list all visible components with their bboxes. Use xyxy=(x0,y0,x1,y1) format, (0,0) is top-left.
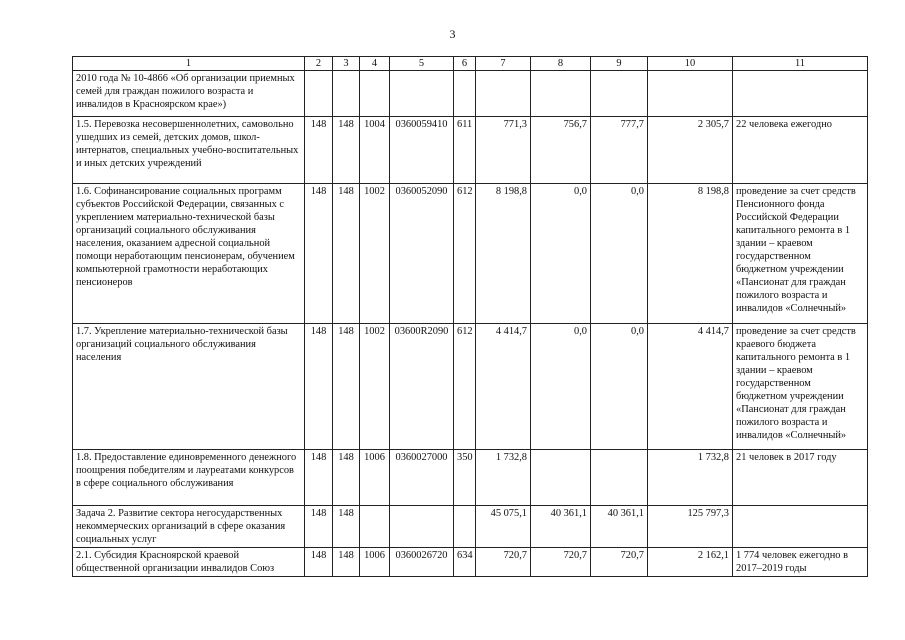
cell-col11: проведение за счет средств краевого бюджета капитального ремонта в 1 здании – краевом государственном бюджетном учреждении «Пансионат для граждан пожилого возраста и инвалидов «Солнечный» xyxy=(733,324,868,450)
cell-col9: 0,0 xyxy=(591,324,648,450)
table-row xyxy=(73,450,868,506)
cell-col7: 720,7 xyxy=(476,548,531,577)
column-number-row xyxy=(73,57,868,71)
table-row xyxy=(73,548,868,577)
cell-col7: 8 198,8 xyxy=(476,184,531,324)
cell-col9: 40 361,1 xyxy=(591,506,648,548)
col-num-7: 7 xyxy=(476,57,531,71)
cell-col3: 148 xyxy=(333,450,360,506)
row-name: Задача 2. Развитие сектора негосударственных некоммерческих организаций в сфере оказания социальных услуг xyxy=(73,506,305,548)
cell-col7 xyxy=(476,71,531,117)
col-num-3: 3 xyxy=(333,57,360,71)
cell-col9: 777,7 xyxy=(591,117,648,184)
cell-col10 xyxy=(648,71,733,117)
cell-col10: 1 732,8 xyxy=(648,450,733,506)
cell-col11 xyxy=(733,71,868,117)
cell-col7: 771,3 xyxy=(476,117,531,184)
col-num-9: 9 xyxy=(591,57,648,71)
cell-col10: 4 414,7 xyxy=(648,324,733,450)
cell-col10: 2 305,7 xyxy=(648,117,733,184)
cell-col2: 148 xyxy=(305,506,333,548)
cell-col4 xyxy=(360,506,390,548)
cell-col2: 148 xyxy=(305,324,333,450)
cell-col5 xyxy=(390,506,454,548)
cell-col8 xyxy=(531,450,591,506)
cell-col2: 148 xyxy=(305,450,333,506)
table-row xyxy=(73,117,868,184)
cell-col8: 0,0 xyxy=(531,324,591,450)
cell-col2: 148 xyxy=(305,184,333,324)
cell-col11: проведение за счет средств Пенсионного фонда Российской Федерации капитального ремонта в 1 здании – краевом государственном бюджетном учреждении «Пансионат для граждан пожилого возраста и инвалидов «Солнечный» xyxy=(733,184,868,324)
row-name: 1.7. Укрепление материально-технической базы организаций социального обслуживания населения xyxy=(73,324,305,450)
cell-col7: 1 732,8 xyxy=(476,450,531,506)
cell-col10: 125 797,3 xyxy=(648,506,733,548)
cell-col4 xyxy=(360,71,390,117)
cell-col5: 0360052090 xyxy=(390,184,454,324)
cell-col3: 148 xyxy=(333,324,360,450)
cell-col6 xyxy=(454,506,476,548)
table-row xyxy=(73,506,868,548)
row-name: 1.5. Перевозка несовершеннолетних, самовольно ушедших из семей, детских домов, школ-интернатов, специальных учебно-воспитательных и иных детских учреждений xyxy=(73,117,305,184)
cell-col9: 0,0 xyxy=(591,184,648,324)
cell-col5: 0360027000 xyxy=(390,450,454,506)
row-name: 1.6. Софинансирование социальных программ субъектов Российской Федерации, связанных с укреплением материально-технической базы организаций социального обслуживания населения, оказанием адресной социальной помощи неработающим пенсионерам, обучением компьютерной грамотности неработающих пенсионеров xyxy=(73,184,305,324)
cell-col6: 612 xyxy=(454,184,476,324)
cell-col8: 0,0 xyxy=(531,184,591,324)
col-num-6: 6 xyxy=(454,57,476,71)
cell-col7: 4 414,7 xyxy=(476,324,531,450)
cell-col11: 1 774 человек ежегодно в 2017–2019 годы xyxy=(733,548,868,577)
cell-col4: 1006 xyxy=(360,450,390,506)
table-row xyxy=(73,71,868,117)
col-num-11: 11 xyxy=(733,57,868,71)
cell-col4: 1002 xyxy=(360,324,390,450)
cell-col8: 40 361,1 xyxy=(531,506,591,548)
row-name: 2010 года № 10-4866 «Об организации приемных семей для граждан пожилого возраста и инвалидов в Красноярском крае») xyxy=(73,71,305,117)
cell-col8 xyxy=(531,71,591,117)
cell-col5 xyxy=(390,71,454,117)
cell-col5: 0360059410 xyxy=(390,117,454,184)
cell-col5: 03600R2090 xyxy=(390,324,454,450)
cell-col4: 1002 xyxy=(360,184,390,324)
col-num-2: 2 xyxy=(305,57,333,71)
row-name: 1.8. Предоставление единовременного денежного поощрения победителям и лауреатами конкурсов в сфере социального обслуживания xyxy=(73,450,305,506)
col-num-8: 8 xyxy=(531,57,591,71)
cell-col4: 1006 xyxy=(360,548,390,577)
table-row xyxy=(73,184,868,324)
cell-col3: 148 xyxy=(333,506,360,548)
cell-col11: 21 человек в 2017 году xyxy=(733,450,868,506)
cell-col2: 148 xyxy=(305,117,333,184)
page-number: 3 xyxy=(449,27,456,41)
cell-col6: 612 xyxy=(454,324,476,450)
cell-col9 xyxy=(591,450,648,506)
cell-col5: 0360026720 xyxy=(390,548,454,577)
cell-col8: 720,7 xyxy=(531,548,591,577)
cell-col8: 756,7 xyxy=(531,117,591,184)
cell-col9: 720,7 xyxy=(591,548,648,577)
cell-col3: 148 xyxy=(333,117,360,184)
col-num-10: 10 xyxy=(648,57,733,71)
cell-col2: 148 xyxy=(305,548,333,577)
cell-col10: 2 162,1 xyxy=(648,548,733,577)
cell-col6: 634 xyxy=(454,548,476,577)
cell-col10: 8 198,8 xyxy=(648,184,733,324)
table-row xyxy=(73,324,868,450)
row-name: 2.1. Субсидия Красноярской краевой общественной организации инвалидов Союз xyxy=(73,548,305,577)
cell-col11 xyxy=(733,506,868,548)
cell-col6 xyxy=(454,71,476,117)
cell-col6: 350 xyxy=(454,450,476,506)
col-num-4: 4 xyxy=(360,57,390,71)
cell-col9 xyxy=(591,71,648,117)
cell-col7: 45 075,1 xyxy=(476,506,531,548)
cell-col2 xyxy=(305,71,333,117)
cell-col4: 1004 xyxy=(360,117,390,184)
cell-col6: 611 xyxy=(454,117,476,184)
cell-col3 xyxy=(333,71,360,117)
cell-col3: 148 xyxy=(333,184,360,324)
cell-col3: 148 xyxy=(333,548,360,577)
col-num-1: 1 xyxy=(73,57,305,71)
cell-col11: 22 человека ежегодно xyxy=(733,117,868,184)
col-num-5: 5 xyxy=(390,57,454,71)
budget-table xyxy=(72,56,868,577)
